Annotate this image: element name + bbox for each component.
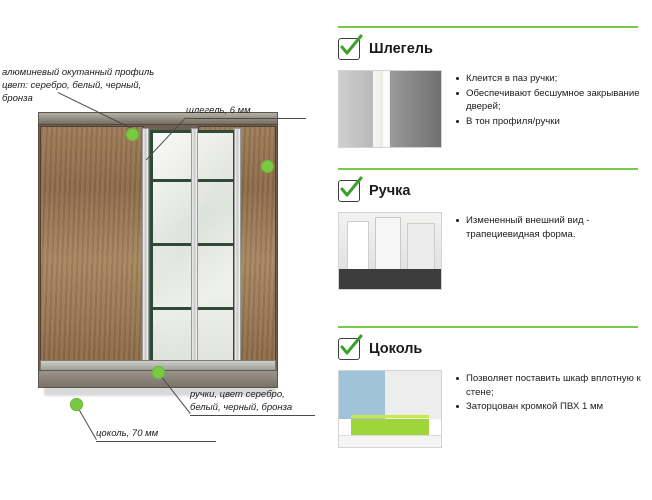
card-cokol	[338, 326, 644, 448]
hotspot-handles	[152, 366, 165, 379]
card-shlegel-header	[338, 36, 644, 62]
card-shlegel-body	[338, 70, 644, 148]
callout-plinth-line1: цоколь, 70 мм	[96, 428, 159, 439]
plinth-pvc-edge-photo	[338, 370, 442, 448]
list-item: Заторцован кромкой ПВХ 1 мм	[456, 400, 644, 414]
wardrobe-cabinet	[38, 112, 278, 402]
callout-handles-line2: белый, черный, бронза	[190, 402, 293, 413]
door-handle-center	[191, 128, 198, 368]
thumb2-profile-2	[375, 217, 401, 275]
thumb2-profile-1	[347, 221, 369, 273]
leader-line-shlegel-top	[186, 118, 306, 119]
hotspot-plinth	[70, 398, 83, 411]
callout-profile-line2: цвет: серебро, белый, черный, бронза	[2, 80, 142, 104]
thumb1-highlight	[383, 71, 390, 147]
thumb3-floor	[339, 435, 441, 448]
card-cokol-title: Цоколь	[369, 341, 423, 357]
callout-profile-line1: алюминевый окутанный профиль	[2, 67, 155, 78]
check-icon	[338, 338, 360, 360]
check-icon	[338, 38, 360, 60]
feature-cards-panel	[330, 0, 652, 500]
card-cokol-bullets	[456, 372, 644, 415]
leader-line-plinth-bottom	[96, 441, 216, 442]
wood-door-left	[40, 126, 144, 370]
callout-handles-line1: ручки, цвет серебро,	[190, 389, 285, 400]
thumb2-profile-3	[407, 223, 435, 273]
thumb1-part-c	[389, 71, 442, 147]
leader-line-handles-bottom	[190, 415, 315, 416]
list-item: Обеспечивают бесшумное закрывание дверей;	[456, 87, 644, 114]
card-cokol-rule	[338, 326, 638, 328]
card-ruchka-body	[338, 212, 644, 290]
card-shlegel-rule	[338, 26, 638, 28]
callout-handles	[190, 388, 320, 414]
callout-shlegel	[186, 104, 316, 117]
list-item: Клеится в паз ручки;	[456, 72, 644, 86]
card-shlegel-title: Шлегель	[369, 41, 433, 57]
card-cokol-header	[338, 336, 644, 362]
card-ruchka-title: Ручка	[369, 183, 411, 199]
callout-shlegel-line1: шлегель, 6 мм	[186, 105, 251, 116]
hotspot-shlegel	[261, 160, 274, 173]
card-ruchka	[338, 168, 644, 290]
callout-profile	[2, 66, 162, 105]
list-item: В тон профиля/ручки	[456, 115, 644, 129]
callout-plinth	[96, 427, 216, 440]
thumb3-wall	[339, 371, 385, 419]
list-item: Позволяет поставить шкаф вплотную к стене;	[456, 372, 644, 399]
card-shlegel-bullets	[456, 72, 644, 129]
thumb2-shadow-band	[339, 269, 441, 289]
card-shlegel	[338, 26, 644, 148]
thumb3-cabinet	[385, 371, 442, 419]
door-handle-right	[234, 128, 241, 368]
door-handle-left	[142, 128, 149, 368]
handle-profile-photo	[338, 212, 442, 290]
thumb1-part-a	[339, 71, 373, 147]
thumb3-edge-line	[351, 415, 429, 418]
list-item: Измененный внешний вид - трапециевидная форма.	[456, 214, 644, 241]
hotspot-profile	[126, 128, 139, 141]
shlegel-brush-seal-photo	[338, 70, 442, 148]
card-cokol-body	[338, 370, 644, 448]
thumb3-plinth-highlight	[351, 419, 429, 435]
card-ruchka-header	[338, 178, 644, 204]
check-icon	[338, 180, 360, 202]
card-ruchka-bullets	[456, 214, 644, 242]
card-ruchka-rule	[338, 168, 638, 170]
